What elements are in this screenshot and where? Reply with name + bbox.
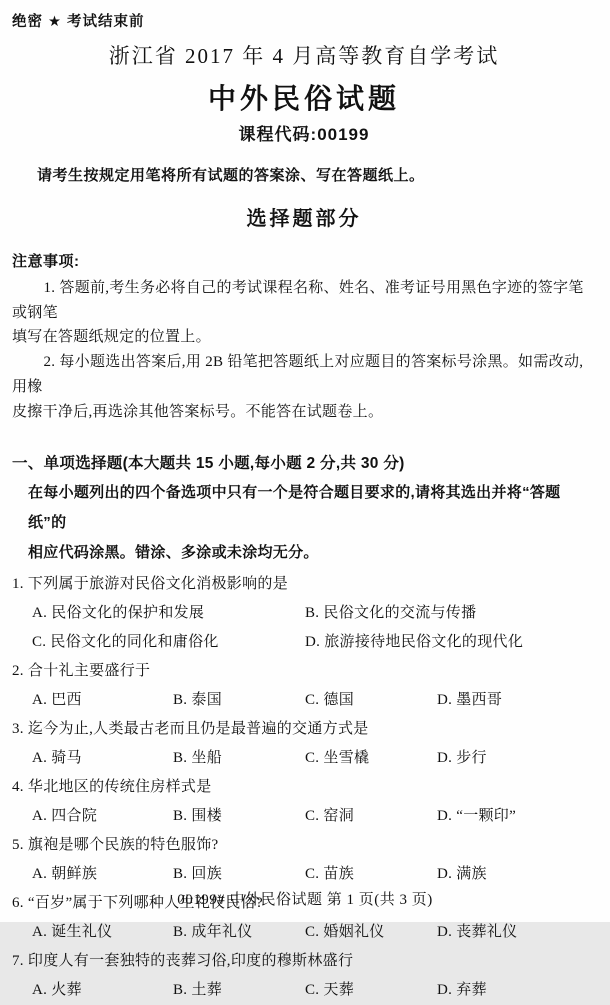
question-option-row (12, 976, 596, 1005)
question-option: C. 窑洞 (305, 808, 355, 825)
question-option: A. 火葬 (32, 982, 82, 999)
question-option: A. 诞生礼仪 (32, 924, 113, 941)
question-option: D. 满族 (437, 866, 487, 883)
page-footer: 00199# 中外民俗试题 第 1 页(共 3 页) (177, 892, 433, 908)
notice-line: 2. 每小题选出答案后,用 2B 铅笔把答题纸上对应题目的答案标号涂黑。如需改动,用橡 (12, 354, 584, 395)
part-one-instruction-line: 相应代码涂黑。错涂、多涂或未涂均无分。 (28, 544, 319, 562)
question-stem: 5. 旗袍是哪个民族的特色服饰? (12, 837, 219, 854)
question-option: C. 德国 (305, 692, 355, 709)
question-option-row (12, 628, 596, 657)
question-option: A. 朝鲜族 (32, 866, 98, 883)
question-list (12, 570, 596, 1005)
question-option: A. 民俗文化的保护和发展 (32, 605, 205, 622)
question-option: B. 泰国 (173, 692, 223, 709)
question-option: C. 苗族 (305, 866, 355, 883)
question-option: B. 民俗文化的交流与传播 (305, 605, 477, 622)
question-stem: 1. 下列属于旅游对民俗文化消极影响的是 (12, 576, 289, 593)
question-stem: 4. 华北地区的传统住房样式是 (12, 779, 212, 796)
notice-line: 皮擦干净后,再选涂其他答案标号。不能答在试题卷上。 (12, 403, 384, 420)
part-one-instruction-line: 在每小题列出的四个备选项中只有一个是符合题目要求的,请将其选出并将“答题纸”的 (28, 484, 561, 532)
question-option: A. 四合院 (32, 808, 98, 825)
question-stem: 6. “百岁”属于下列哪种人生礼仪民俗? (12, 895, 263, 912)
question-option-row (12, 918, 596, 947)
question-option: C. 天葬 (305, 982, 355, 999)
answer-instruction: 请考生按规定用笔将所有试题的答案涂、写在答题纸上。 (37, 167, 425, 184)
question-option-row (12, 860, 596, 889)
question-option-row (12, 686, 596, 715)
question-option: B. 坐船 (173, 750, 223, 767)
question-option: B. 成年礼仪 (173, 924, 253, 941)
question-option: D. 步行 (437, 750, 487, 767)
question-option: C. 婚姻礼仪 (305, 924, 385, 941)
notice-line: 1. 答题前,考生务必将自己的考试课程名称、姓名、准考证号用黑色字迹的签字笔或钢笔 (12, 280, 584, 321)
exam-session-title: 浙江省 2017 年 4 月高等教育自学考试 (108, 44, 500, 68)
question-option-row (12, 744, 596, 773)
part-one-instruction (28, 478, 596, 568)
question-option: B. 土葬 (173, 982, 223, 999)
course-code: 课程代码:00199 (238, 125, 370, 144)
question-option: D. 丧葬礼仪 (437, 924, 518, 941)
classification-label: 绝密 ★ 考试结束前 (12, 14, 145, 30)
notice-heading: 注意事项: (12, 253, 80, 270)
part-one-heading: 一、单项选择题(本大题共 15 小题,每小题 2 分,共 30 分) (12, 455, 405, 473)
question-option: D. “一颗印” (437, 808, 517, 825)
question-option: C. 民俗文化的同化和庸俗化 (32, 634, 219, 651)
question-option: D. 墨西哥 (437, 692, 503, 709)
question-option: B. 回族 (173, 866, 223, 883)
question-option: A. 骑马 (32, 750, 82, 767)
question-stem: 7. 印度人有一套独特的丧葬习俗,印度的穆斯林盛行 (12, 953, 354, 970)
notice-list (12, 276, 596, 424)
section-title: 选择题部分 (246, 208, 362, 230)
question-option: D. 弃葬 (437, 982, 487, 999)
notice-line: 填写在答题纸规定的位置上。 (12, 329, 211, 346)
question-option: D. 旅游接待地民俗文化的现代化 (305, 634, 524, 651)
question-option: B. 围楼 (173, 808, 223, 825)
paper-title: 中外民俗试题 (207, 83, 400, 114)
question-option: C. 坐雪橇 (305, 750, 370, 767)
question-stem: 2. 合十礼主要盛行于 (12, 663, 151, 680)
question-stem: 3. 迄今为止,人类最古老而且仍是最普遍的交通方式是 (12, 721, 369, 738)
question-option: A. 巴西 (32, 692, 82, 709)
question-option-row (12, 802, 596, 831)
question-option-row (12, 599, 596, 628)
